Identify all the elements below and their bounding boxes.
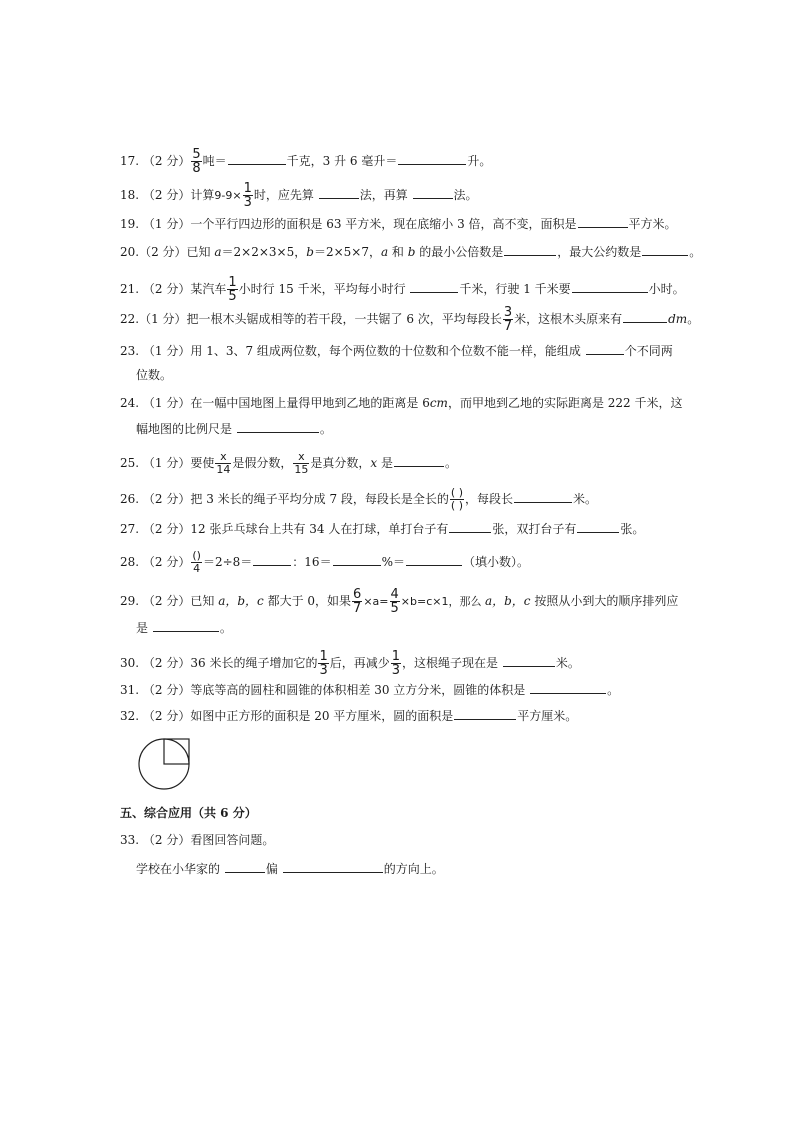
answer-blank[interactable]	[530, 682, 606, 694]
question-number: 17.	[120, 154, 140, 168]
question-28: 28. （2 分） $\frac{()}{4}$ ＝2÷8＝ ：16＝ %＝ （填小数）。	[120, 549, 529, 575]
question-number: 32.	[120, 709, 140, 723]
question-number: 30.	[120, 656, 140, 670]
answer-blank[interactable]	[504, 244, 556, 256]
fraction: $\frac{x}{15}$	[294, 450, 309, 476]
fraction: $\frac{1}{3}$	[243, 181, 252, 210]
answer-blank[interactable]	[449, 521, 491, 533]
answer-blank[interactable]	[410, 281, 458, 293]
question-number: 26.	[120, 492, 140, 506]
circle-square-figure	[136, 734, 196, 794]
question-number: 21.	[120, 282, 140, 296]
question-24: 24. （1 分）在一幅中国地图上量得甲地到乙地的距离是 6cm，而甲地到乙地的实际距离是 222 千米，这	[120, 396, 683, 410]
answer-blank[interactable]	[572, 281, 648, 293]
question-points: （2 分）	[142, 555, 191, 569]
question-number: 23.	[120, 344, 140, 358]
question-18: 18. （2 分）计算9-9× $\frac{1}{3}$ 时，应先算 法，再算 法。	[120, 181, 478, 210]
answer-blank[interactable]	[394, 455, 444, 467]
answer-blank[interactable]	[642, 244, 688, 256]
question-23: 23. （1 分）用 1、3、7 组成两位数，每个两位数的十位数和个位数不能一样，能组成 个不同两	[120, 344, 673, 358]
answer-blank[interactable]	[237, 421, 319, 433]
fraction-blank[interactable]: $\frac{()}{4}$	[192, 549, 201, 575]
question-points: （2 分）	[139, 245, 187, 259]
answer-blank[interactable]	[514, 491, 572, 503]
question-27: 27. （2 分）12 张乒乓球台上共有 34 人在打球，单打台子有 张，双打台子有 张。	[120, 522, 645, 536]
answer-blank[interactable]	[406, 554, 462, 566]
question-points: （2 分）	[142, 594, 191, 608]
question-points: （2 分）	[142, 188, 191, 202]
question-points: （2 分）	[142, 522, 191, 536]
question-29-continued: 是 。	[136, 621, 232, 635]
question-19: 19. （1 分）一个平行四边形的面积是 63 平方米，现在底缩小 3 倍，高不变，面积是 平方米。	[120, 217, 677, 231]
question-points: （2 分）	[142, 154, 191, 168]
answer-blank[interactable]	[253, 554, 291, 566]
question-points: （1 分）	[142, 217, 191, 231]
question-32: 32. （2 分）如图中正方形的面积是 20 平方厘米，圆的面积是 平方厘米。	[120, 709, 578, 723]
question-points: （2 分）	[142, 833, 191, 847]
question-number: 20.	[120, 245, 140, 259]
answer-blank[interactable]	[398, 153, 466, 165]
question-number: 22.	[120, 312, 140, 326]
question-points: （2 分）	[142, 709, 191, 723]
question-33: 33. （2 分）看图回答问题。	[120, 833, 275, 847]
question-points: （2 分）	[142, 683, 191, 697]
question-number: 33.	[120, 833, 140, 847]
question-number: 29.	[120, 594, 140, 608]
fraction: $\frac{5}{8}$	[192, 147, 201, 176]
answer-blank[interactable]	[454, 708, 516, 720]
answer-blank[interactable]	[586, 343, 624, 355]
section-heading: 五、综合应用（共 6 分）	[120, 806, 257, 820]
answer-blank[interactable]	[283, 861, 383, 873]
question-points: （1 分）	[142, 344, 191, 358]
question-24-continued: 幅地图的比例尺是 。	[136, 422, 332, 436]
question-points: （1 分）	[142, 456, 191, 470]
question-number: 24.	[120, 396, 140, 410]
answer-blank[interactable]	[228, 153, 286, 165]
question-26: 26. （2 分）把 3 米长的绳子平均分成 7 段，每段长是全长的 $\frac{( )}{( )}$ ，每段长 米。	[120, 486, 598, 512]
answer-blank[interactable]	[623, 311, 667, 323]
answer-blank[interactable]	[153, 620, 219, 632]
answer-blank[interactable]	[578, 216, 628, 228]
question-29: 29. （2 分）已知 a，b，c 都大于 0，如果 $\frac{6}{7}$ ×a= $\frac{4}{5}$ ×b=c×1，那么 a，b，c 按照从小到大的顺序排列应	[120, 587, 679, 616]
question-number: 31.	[120, 683, 140, 697]
fraction: $\frac{3}{7}$	[503, 305, 513, 334]
fraction: $\frac{1}{3}$	[391, 649, 401, 678]
answer-blank[interactable]	[225, 861, 265, 873]
fraction: $\frac{1}{5}$	[228, 275, 237, 304]
question-21: 21. （2 分）某汽车 $\frac{1}{5}$ 小时行 15 千米，平均每小时行 千米，行驶 1 千米要 小时。	[120, 275, 685, 304]
question-20: 20.（2 分）已知 a＝2×2×3×5，b＝2×5×7，a 和 b 的最小公倍数是 ，最大公约数是 。	[120, 245, 702, 259]
question-number: 27.	[120, 522, 140, 536]
answer-blank[interactable]	[577, 521, 619, 533]
question-25: 25. （1 分）要使 $\frac{x}{14}$ 是假分数， $\frac{x}{15}$ 是真分数，x 是 。	[120, 450, 458, 476]
question-number: 19.	[120, 217, 140, 231]
fraction: $\frac{1}{3}$	[319, 649, 328, 678]
question-points: （1 分）	[142, 396, 191, 410]
fraction: $\frac{x}{14}$	[216, 450, 231, 476]
question-points: （2 分）	[142, 492, 191, 506]
question-17: 17. （2 分） $\frac{5}{8}$ 吨＝ 千克，3 升 6 毫升＝ 升。	[120, 147, 492, 176]
question-33-prompt: 学校在小华家的 偏 的方向上。	[136, 862, 444, 876]
question-number: 28.	[120, 555, 140, 569]
fraction: $\frac{6}{7}$	[353, 587, 362, 616]
answer-blank[interactable]	[413, 187, 453, 199]
question-22: 22.（1 分）把一根木头锯成相等的若干段，一共锯了 6 次，平均每段长 $\frac{3}{7}$ 米，这根木头原来有 dm。	[120, 305, 700, 334]
answer-blank[interactable]	[319, 187, 359, 199]
question-points: （2 分）	[142, 656, 191, 670]
question-number: 25.	[120, 456, 140, 470]
question-points: （2 分）	[142, 282, 191, 296]
answer-blank[interactable]	[503, 655, 555, 667]
fraction-blank[interactable]: $\frac{( )}{( )}$	[450, 486, 463, 512]
answer-blank[interactable]	[333, 554, 381, 566]
question-31: 31. （2 分）等底等高的圆柱和圆锥的体积相差 30 立方分米，圆锥的体积是 。	[120, 683, 620, 697]
question-30: 30. （2 分）36 米长的绳子增加它的 $\frac{1}{3}$ 后，再减少 $\frac{1}{3}$ ，这根绳子现在是 米。	[120, 649, 580, 678]
question-23-continued: 位数。	[136, 368, 173, 382]
fraction: $\frac{4}{5}$	[390, 587, 399, 616]
question-points: （1 分）	[139, 312, 187, 326]
question-number: 18.	[120, 188, 140, 202]
